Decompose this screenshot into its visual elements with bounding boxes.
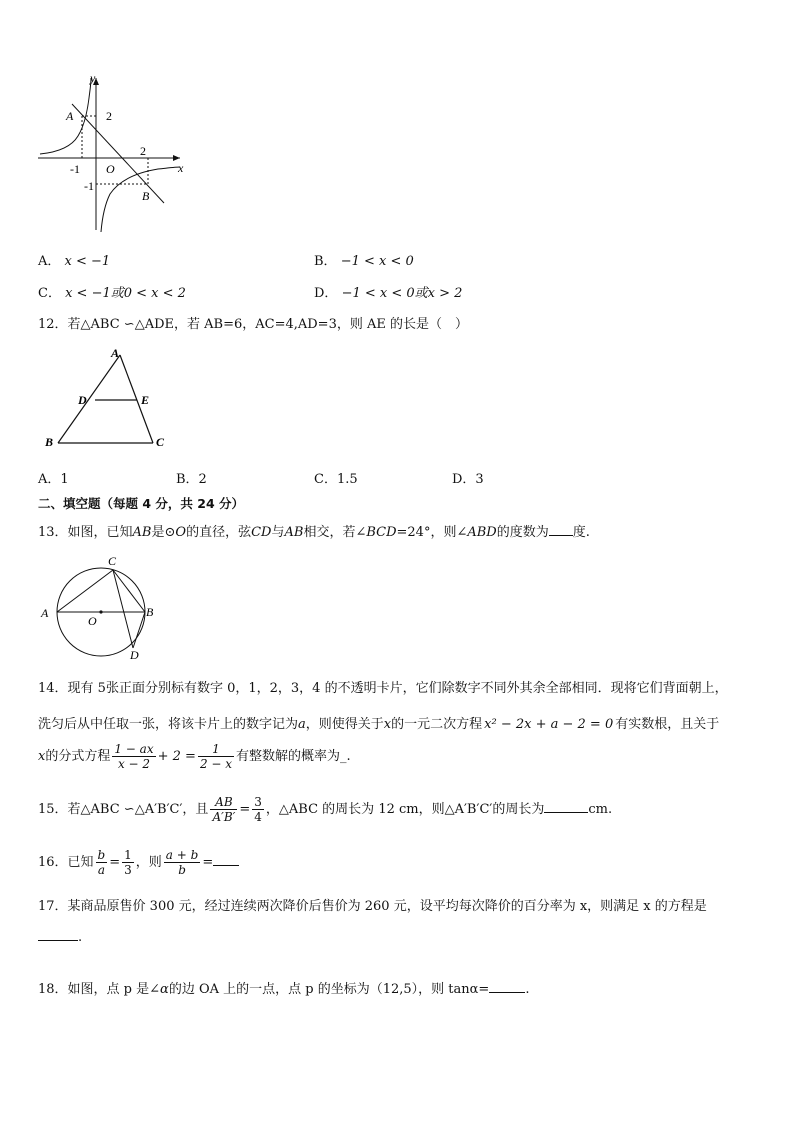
center-dot	[99, 610, 102, 613]
math-alpha: α	[160, 982, 169, 997]
label-a: A	[66, 109, 74, 123]
option-expr: −1 < x < 0	[340, 254, 414, 269]
q14-line-1: 14．现有 5张正面分别标有数字 0，1，2，3，4 的不透明卡片，它们除数字不同外其余全部相同．现将它们背面朝上，	[38, 681, 728, 696]
equals: =	[239, 802, 251, 817]
text: ，则使得关于	[305, 717, 384, 732]
option-letter: D．	[314, 286, 338, 301]
answer-blank[interactable]	[213, 853, 239, 866]
q12-figure	[40, 345, 180, 455]
denominator: 4	[254, 810, 262, 824]
denominator: A′B′	[212, 810, 236, 824]
q11-option-d	[314, 282, 462, 301]
math-cd: CD	[251, 525, 272, 540]
math-o: O	[175, 525, 187, 540]
tick-y-2: 2	[106, 109, 112, 123]
section-heading: 二、填空题（每题 4 分，共 24 分）	[38, 496, 245, 511]
q18-stem	[38, 978, 529, 997]
fraction-a-plus-b-over-b	[164, 848, 201, 877]
text: 的度数为	[496, 525, 549, 540]
q13-figure	[36, 550, 166, 662]
q14-line-3	[38, 742, 351, 771]
text: 有整数解的概率为_.	[236, 749, 351, 764]
side-ab	[58, 355, 120, 443]
text: 的分式方程	[45, 749, 111, 764]
label-c: C	[156, 435, 165, 449]
text: .	[525, 982, 530, 997]
text: =24°，则∠	[396, 525, 468, 540]
text: cm.	[588, 802, 613, 817]
label-o: O	[88, 614, 97, 628]
q12-option-d: D．3	[452, 472, 484, 487]
q12-option-c: C．1.5	[314, 472, 358, 487]
text: 18．如图，点 p 是∠	[38, 982, 161, 997]
q12-option-a: A．1	[38, 472, 69, 487]
quadratic-equation: x² − 2x + a − 2 = 0	[484, 717, 614, 732]
text: 15．若△ABC ∽△A′B′C′，且	[38, 802, 209, 817]
chord-cd	[113, 570, 133, 648]
text: 是⊙	[151, 525, 176, 540]
math-bcd: BCD	[366, 525, 397, 540]
option-letter: B．	[314, 254, 337, 269]
label-x: x	[178, 161, 184, 175]
answer-blank[interactable]	[489, 980, 525, 993]
q11-figure	[30, 70, 200, 240]
option-letter: A．	[38, 254, 61, 269]
text: 与	[271, 525, 285, 540]
numerator: AB	[210, 795, 237, 810]
q13-stem	[38, 521, 590, 540]
tick-x-2: 2	[140, 144, 146, 158]
label-e: E	[141, 393, 150, 407]
option-expr: x < −1或0 < x < 2	[65, 286, 186, 301]
option-letter: C．	[38, 286, 61, 301]
denominator: b	[178, 863, 186, 877]
label-b: B	[146, 605, 154, 619]
math-x: x	[38, 749, 46, 764]
text: ，则	[135, 855, 162, 870]
numerator: 1	[198, 742, 234, 757]
text: 的边 OA 上的一点，点 p 的坐标为（12,5），则 tanα=	[168, 982, 490, 997]
text: 度.	[572, 525, 590, 540]
text: 13．如图，已知	[38, 525, 133, 540]
math-a: a	[298, 717, 306, 732]
text: 的一元二次方程	[391, 717, 483, 732]
text: .	[78, 930, 83, 945]
fraction-ab	[210, 795, 237, 824]
denominator: x − 2	[117, 757, 151, 771]
q17-line-1: 17．某商品原售价 300 元，经过连续两次降价后售价为 260 元，设平均每次降价的百分率为 x，则满足 x 的方程是	[38, 899, 707, 914]
math-plus-two: + 2 =	[157, 749, 196, 764]
numerator: 1 − ax	[114, 742, 154, 756]
numerator: a + b	[165, 848, 199, 862]
math-ab: AB	[284, 525, 304, 540]
fraction-one-third	[122, 848, 134, 877]
q11-option-c	[38, 282, 186, 301]
numerator: 1	[124, 848, 132, 862]
q12-stem: 12．若△ABC ∽△ADE，若 AB=6，AC=4,AD=3，则 AE 的长是（ ）	[38, 317, 468, 332]
tick-x-neg1: -1	[70, 162, 80, 176]
label-b: B	[45, 435, 54, 449]
text: 洗匀后从中任取一张，将该卡片上的数字记为	[38, 717, 299, 732]
text: 16．已知	[38, 855, 94, 870]
numerator: 3	[254, 795, 262, 809]
q11-option-a	[38, 250, 110, 269]
tick-y-neg1: -1	[84, 179, 94, 193]
chord-ac	[57, 570, 113, 612]
denominator: 3	[124, 863, 132, 877]
text: ，△ABC 的周长为 12 cm，则△A′B′C′的周长为	[265, 802, 545, 817]
label-origin: O	[106, 162, 115, 176]
q12-option-b: B．2	[176, 472, 207, 487]
label-c: C	[108, 554, 117, 568]
answer-blank[interactable]	[38, 928, 78, 941]
label-y: y	[90, 71, 96, 85]
q15-stem	[38, 795, 612, 824]
answer-blank[interactable]	[544, 800, 588, 813]
text: 相交，若∠	[303, 525, 367, 540]
fraction-ratio	[252, 795, 264, 824]
label-a: A	[111, 346, 120, 360]
label-d: D	[78, 393, 87, 407]
hyperbola-branch-right	[101, 167, 180, 232]
text: 有实数根，且关于	[615, 717, 720, 732]
label-b: B	[142, 189, 150, 203]
option-expr: x < −1	[64, 254, 111, 269]
label-a: A	[41, 606, 49, 620]
fraction-2	[198, 742, 234, 771]
label-d: D	[130, 648, 139, 662]
math-ab: AB	[132, 525, 152, 540]
equals: =	[109, 855, 121, 870]
q14-line-2	[38, 713, 719, 732]
math-abd: ABD	[467, 525, 497, 540]
math-x: x	[383, 717, 392, 732]
q17-line-2	[38, 928, 82, 945]
text: 的直径，弦	[186, 525, 252, 540]
chord-bd	[133, 612, 145, 648]
numerator: b	[97, 848, 106, 862]
q11-option-b	[314, 250, 414, 269]
q16-stem	[38, 848, 239, 877]
denominator: 2 − x	[199, 757, 233, 771]
option-expr: −1 < x < 0或x > 2	[341, 286, 463, 301]
answer-blank[interactable]	[549, 523, 573, 536]
fraction-1	[112, 742, 155, 771]
equals: =	[202, 855, 214, 870]
fraction-b-over-a	[96, 848, 108, 877]
denominator: a	[97, 863, 105, 877]
